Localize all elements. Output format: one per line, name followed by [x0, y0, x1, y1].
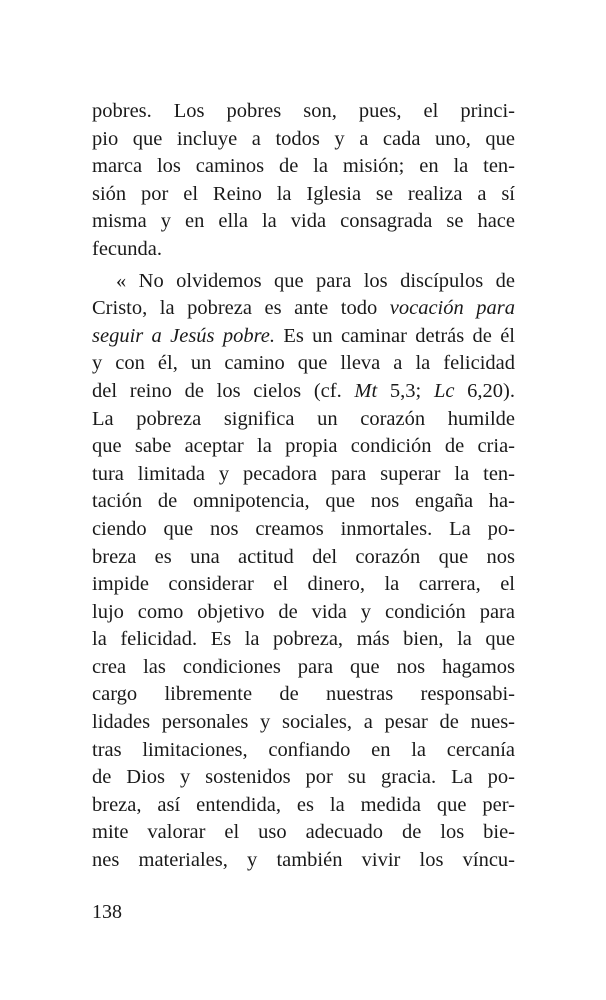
text-line: pio que incluye a todos y a cada uno, que — [92, 127, 515, 150]
citation-book: Lc — [433, 379, 455, 402]
text-line: fecunda. — [92, 237, 162, 260]
text-span: Es un caminar detrás de él — [275, 324, 515, 347]
text-line: tura limitada y pecadora para superar la ten- — [92, 462, 515, 485]
text-line: y con él, un camino que lleva a la felicidad — [92, 352, 515, 375]
text-span: Cristo, la pobreza es ante todo — [92, 297, 390, 320]
page-body — [92, 98, 515, 875]
text-span: del reino de los cielos (cf. — [92, 379, 355, 402]
text-line — [92, 378, 515, 406]
text-line: lujo como objetivo de vida y condición para — [92, 600, 515, 623]
text-line: La pobreza significa un corazón humilde — [92, 407, 515, 430]
citation-book: Mt — [354, 379, 378, 402]
italic-text: seguir a Jesús pobre. — [92, 324, 276, 347]
text-line: tación de omnipotencia, que nos engaña ha- — [92, 490, 515, 513]
text-line — [92, 295, 515, 323]
text-line: que sabe aceptar la propia condición de cria- — [92, 435, 515, 458]
text-line: tras limitaciones, confiando en la cercanía — [92, 738, 515, 761]
text-line: pobres. Los pobres son, pues, el princi- — [92, 100, 515, 122]
text-line: la felicidad. Es la pobreza, más bien, la que — [92, 628, 515, 651]
text-line: impide considerar el dinero, la carrera, el — [92, 573, 515, 596]
text-line: lidades personales y sociales, a pesar de nues- — [92, 711, 515, 734]
text-span: 5,3; — [377, 379, 434, 402]
text-line: crea las condiciones para que nos hagamos — [92, 655, 515, 678]
italic-text: vocación para — [389, 297, 515, 320]
text-line: nes materiales, y también vivir los víncu- — [92, 849, 515, 872]
paragraph — [92, 98, 515, 264]
text-line: breza, así entendida, es la medida que per- — [92, 793, 515, 816]
text-line — [92, 323, 515, 351]
text-line: breza es una actitud del corazón que nos — [92, 545, 515, 568]
text-line: de Dios y sostenidos por su gracia. La po- — [92, 766, 515, 789]
text-line: sión por el Reino la Iglesia se realiza a sí — [92, 182, 515, 205]
text-span: 6,20). — [454, 379, 515, 402]
text-line: mite valorar el uso adecuado de los bie- — [92, 821, 515, 844]
text-line: marca los caminos de la misión; en la ten- — [92, 155, 515, 178]
text-line: ciendo que nos creamos inmortales. La po- — [92, 517, 515, 540]
text-line: « No olvidemos que para los discípulos de — [116, 269, 515, 292]
text-line: misma y en ella la vida consagrada se hace — [92, 210, 515, 233]
paragraph-quote — [92, 268, 515, 875]
page-number: 138 — [92, 901, 122, 923]
text-line: cargo libremente de nuestras responsabi- — [92, 683, 515, 706]
